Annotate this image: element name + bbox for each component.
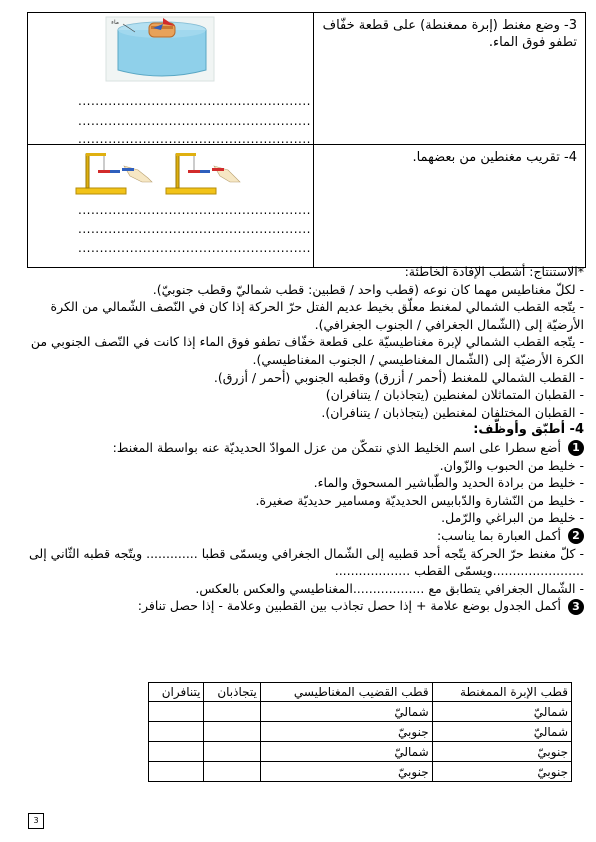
experiment-4-answer-cell (28, 145, 314, 268)
needle-pole-cell: شماليّ (432, 702, 571, 722)
table-row (149, 702, 572, 722)
question-1-prompt (18, 439, 584, 457)
needle-pole-cell: جنوبيّ (432, 742, 571, 762)
floating-needle-illustration (105, 16, 215, 82)
question-1-text: أضع سطرا على اسم الخليط الذي نتمكّن من عزل الموادّ الحديديّة عنه بواسطة المغنط: (112, 439, 562, 455)
experiment-3-answer-line-2[interactable]: ...................................................... (78, 114, 311, 128)
header-attract: يتجاذبان (204, 683, 260, 702)
header-repel: يتنافران (149, 683, 204, 702)
repel-cell[interactable] (149, 702, 204, 722)
question-2-fill-line[interactable]: - الشّمال الجغرافي يتطابق مع ..................المغناطيسي والعكس بالعكس. (195, 580, 584, 596)
question-1-option[interactable]: - خليط من برادة الحديد والطّباشير المسحوق والماء. (313, 475, 584, 491)
attract-cell[interactable] (204, 762, 260, 782)
bar-pole-cell: شماليّ (260, 702, 432, 722)
question-1-option[interactable]: - خليط من النّشارة والدّبابيس الحديديّة ومسامير حديديّة صغيرة. (255, 492, 584, 508)
experiment-3-answer-line-1[interactable]: ...................................................... (78, 94, 311, 108)
page-number: 3 (28, 813, 44, 829)
question-3-text: أكمل الجدول بوضع علامة + إذا حصل تجاذب بين القطبين وعلامة - إذا حصل تنافر: (137, 598, 562, 614)
two-magnets-illustration (72, 148, 242, 196)
experiment-3-answer-line-3[interactable]: ...................................................... (78, 132, 311, 146)
section-4-heading: 4- أطبّق وأوظّف: (473, 422, 584, 438)
bar-pole-cell: جنوبيّ (260, 722, 432, 742)
question-1-option[interactable]: - خليط من الحبوب والزّوان. (439, 457, 584, 473)
experiment-3-answer-cell (28, 13, 314, 145)
header-bar-pole: قطب القضيب المغناطيسي (260, 683, 432, 702)
needle-pole-cell: جنوبيّ (432, 762, 571, 782)
experiments-table (27, 12, 586, 268)
needle-pole-cell: شماليّ (432, 722, 571, 742)
experiment-4-answer-line-2[interactable]: ...................................................... (78, 222, 311, 236)
question-1-option[interactable]: - خليط من البراغي والرّمل. (441, 510, 584, 526)
experiment-4-answer-line-3[interactable]: ...................................................... (78, 241, 311, 255)
attract-cell[interactable] (204, 742, 260, 762)
conclusion-line[interactable]: - يتّجه القطب الشمالي لإبرة مغناطيسيّة على قطعة خفّاف تطفو فوق الماء إذا كانت في النّصف الجنوبي من الكرة الأرضيّة إلى (الشّمال المغناطيسي / الجنوب المغناطيسي). (30, 334, 584, 367)
question-2-fill-line[interactable]: - كلّ مغنط حرّ الحركة يتّجه أحد قطبيه إلى الشّمال الجغرافي ويسمّى قطبا ............. ويتّجه قطبه الثّاني إلى .......................ويسمّى القطب ................... (28, 545, 584, 579)
attract-cell[interactable] (204, 702, 260, 722)
water-label: ماء (111, 19, 119, 26)
bar-pole-cell: شماليّ (260, 742, 432, 762)
attract-cell[interactable] (204, 722, 260, 742)
poles-table (148, 682, 572, 782)
question-2-number-badge: 2 (568, 528, 584, 544)
poles-table-header (149, 683, 572, 702)
experiment-4-answer-line-1[interactable]: ...................................................... (78, 203, 311, 217)
question-2-prompt (18, 527, 584, 545)
question-3-number-badge: 3 (568, 599, 584, 615)
table-row (149, 742, 572, 762)
table-row (149, 762, 572, 782)
repel-cell[interactable] (149, 722, 204, 742)
question-3-prompt (18, 597, 584, 615)
repel-cell[interactable] (149, 742, 204, 762)
conclusion-line[interactable]: - القطب الشمالي للمغنط (أحمر / أزرق) وقطبه الجنوبي (أحمر / أزرق). (213, 369, 584, 385)
conclusion-line[interactable]: - لكلّ مغناطيس مهما كان نوعه (قطب واحد / قطبين: قطب شماليّ وقطب جنوبيّ). (152, 281, 584, 297)
question-1-number-badge: 1 (568, 440, 584, 456)
experiment-row-4 (28, 145, 586, 268)
conclusion-intro: *الاستنتاج: أشطب الإفادة الخاطئة: (404, 264, 584, 279)
conclusion-line[interactable]: - القطبان المتماثلان لمغنطين (يتجاذبان / يتنافران) (325, 387, 584, 403)
experiment-row-3 (28, 13, 586, 145)
table-row (149, 722, 572, 742)
question-2-text: أكمل العبارة بما يناسب: (436, 527, 562, 543)
repel-cell[interactable] (149, 762, 204, 782)
worksheet-body (18, 263, 584, 615)
conclusion-line[interactable]: - القطبان المختلفان لمغنطين (يتجاذبان / يتنافران). (321, 404, 584, 420)
bar-pole-cell: جنوبيّ (260, 762, 432, 782)
experiment-3-title: 3- وضع مغنط (إبرة ممغنطة) على قطعة خفّاف تطفو فوق الماء. (314, 13, 586, 145)
header-needle-pole: قطب الإبرة الممغنطة (432, 683, 571, 702)
conclusion-line[interactable]: - يتّجه القطب الشمالي لمغنط معلّق بخيط عديم الفتل حرّ الحركة إذا كان في النّصف الشّمالي من الكرة الأرضيّة إلى (الشّمال الجغرافي / الجنوب الجغرافي). (50, 299, 584, 332)
experiment-4-title: 4- تقريب مغنطين من بعضهما. (314, 145, 586, 268)
